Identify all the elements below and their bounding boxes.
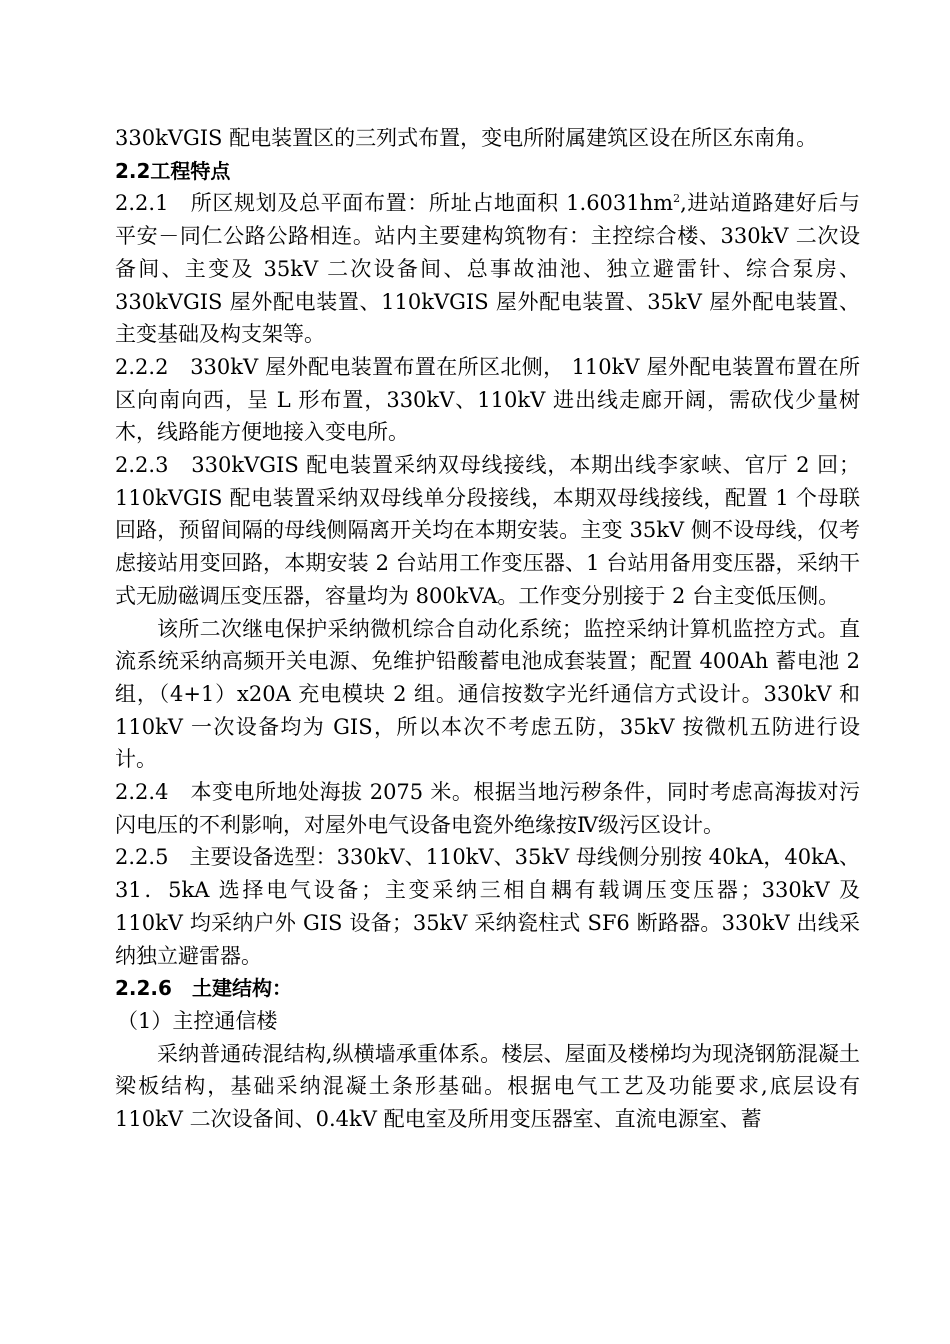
document-body: [115, 122, 860, 1136]
paragraph-2-2-3: 2.2.3 330kVGIS 配电装置采纳双母线接线，本期出线李家峡、官厅 2 回；110kVGIS 配电装置采纳双母线单分段接线，本期双母线接线，配置 1 个母联回路，预留间隔的母线侧隔离开关均在本期安装。主变 35kV 侧不设母线，仅考虑接站用变回路，本期安装 2 台站用工作变压器、1 台站用备用变压器，采纳干式无励磁调压变压器，容量均为 800kVA。工作变分别接于 2 台主变低压侧。: [115, 453, 860, 608]
paragraph-secondary-systems: 该所二次继电保护采纳微机综合自动化系统；监控采纳计算机监控方式。直流系统采纳高频开关电源、免维护铅酸蓄电池成套装置；配置 400Ah 蓄电池 2 组，（4+1）x20A 充电模块 2 组。通信按数字光纤通信方式设计。330kV 和 110kV 一次设备均为 GIS，所以本次不考虑五防，35kV 按微机五防进行设计。: [115, 616, 860, 772]
section-heading-2-2: 2.2工程特点: [115, 158, 231, 183]
paragraph-2-2-2: 2.2.2 330kV 屋外配电装置布置在所区北侧， 110kV 屋外配电装置布置在所区向南向西，呈 L 形布置，330kV、110kV 进出线走廊开阔，需砍伐少量树木，线路能方便地接入变电所。: [115, 354, 860, 445]
area-unit-superscript: 2: [673, 192, 681, 206]
paragraph-2-2-4: 2.2.4 本变电所地处海拔 2075 米。根据当地污秽条件，同时考虑高海拔对污闪电压的不利影响，对屋外电气设备电瓷外绝缘按Ⅳ级污区设计。: [115, 780, 860, 837]
paragraph-2-2-1: [115, 187, 860, 351]
section-heading-2-2-6: 2.2.6 土建结构：: [115, 976, 292, 1001]
intro-paragraph: 330kVGIS 配电装置区的三列式布置，变电所附属建筑区设在所区东南角。: [115, 126, 818, 150]
paragraph-2-2-5: 2.2.5 主要设备选型：330kV、110kV、35kV 母线侧分别按 40kA，40kA、31．5kA 选择电气设备；主变采纳三相自耦有载调压变压器；330kV 及 110kV 均采纳户外 GIS 设备；35kV 采纳瓷柱式 SF6 断路器。330kV 出线采纳独立避雷器。: [115, 845, 860, 968]
subsection-heading-1: （1）主控通信楼: [117, 1008, 278, 1033]
paragraph-2-2-1-part-b: ,进站道路建好后与平安－同仁公路公路相连。站内主要建构筑物有：主控综合楼、330kV 二次设备间、主变及 35kV 二次设备间、总事故油池、独立避雷针、综合泵房、330kVGIS 屋外配电装置、110kVGIS 屋外配电装置、35kV 屋外配电装置、主变基础及构支架等。: [115, 191, 860, 347]
paragraph-structure: 采纳普通砖混结构,纵横墙承重体系。楼层、屋面及楼梯均为现浇钢筋混凝土梁板结构，基础采纳混凝土条形基础。根据电气工艺及功能要求,底层设有 110kV 二次设备间、0.4kV 配电室及所用变压器室、直流电源室、蓄: [115, 1041, 860, 1132]
paragraph-2-2-1-part-a: 2.2.1 所区规划及总平面布置：所址占地面积 1.6031hm: [115, 191, 674, 216]
